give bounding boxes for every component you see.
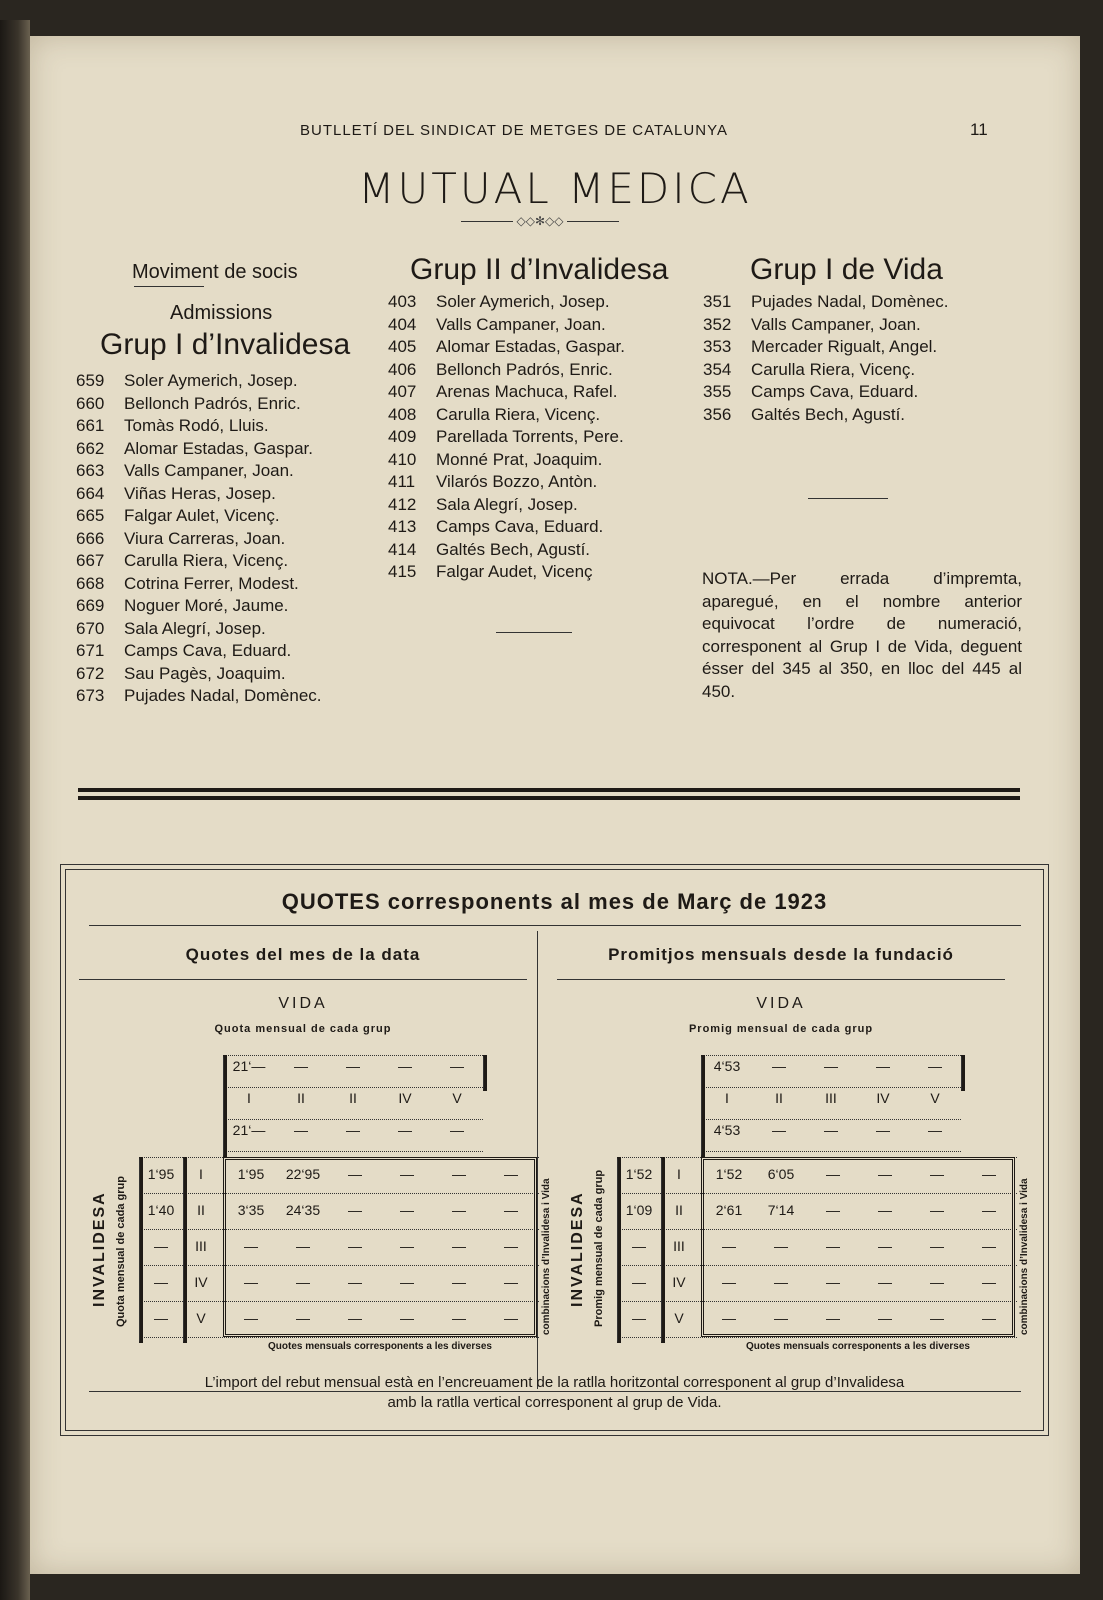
invalidesa-group: II bbox=[675, 1202, 683, 1218]
matrix-frame bbox=[701, 1157, 1015, 1337]
grid-line bbox=[617, 1337, 1017, 1338]
member-number: 665 bbox=[76, 506, 105, 525]
vida-label: VIDA bbox=[278, 995, 328, 1012]
member-entry bbox=[76, 618, 322, 641]
invalidesa-group: I bbox=[677, 1166, 681, 1182]
member-number: 414 bbox=[388, 539, 417, 559]
grid-line bbox=[961, 1055, 965, 1091]
matrix-cell: 1‘95 bbox=[237, 1166, 265, 1182]
invalidesa-value: — bbox=[154, 1238, 168, 1254]
member-name: Camps Cava, Eduard. bbox=[436, 517, 604, 536]
matrix-cell: — bbox=[930, 1166, 944, 1182]
matrix-cell: 3‘35 bbox=[237, 1202, 265, 1218]
vida-cell: IV bbox=[876, 1090, 890, 1106]
vida-sublabel: Promig mensual de cada grup bbox=[688, 1023, 874, 1035]
vida-cell: — bbox=[876, 1058, 890, 1074]
member-number: 662 bbox=[76, 438, 105, 458]
group-title-inv-2: Grup II d’Invalidesa bbox=[410, 253, 669, 286]
matrix-cell: — bbox=[296, 1274, 310, 1290]
matrix-cell: — bbox=[452, 1238, 466, 1254]
member-number: 660 bbox=[76, 393, 105, 413]
vida-cell: II bbox=[349, 1090, 357, 1106]
member-name: Mercader Rigualt, Angel. bbox=[751, 337, 938, 356]
member-number: 408 bbox=[388, 404, 417, 424]
matrix-cell: — bbox=[244, 1238, 258, 1254]
vida-cell: — bbox=[772, 1122, 786, 1138]
matrix-cell: — bbox=[400, 1202, 414, 1218]
vida-cell: I bbox=[725, 1090, 729, 1106]
matrix-cell: 6‘05 bbox=[767, 1166, 795, 1182]
member-name: Arenas Machuca, Rafel. bbox=[436, 382, 618, 401]
member-entry bbox=[388, 516, 625, 539]
member-name: Sala Alegrí, Josep. bbox=[436, 494, 578, 514]
invalidesa-value: 1‘52 bbox=[625, 1166, 653, 1182]
horizontal-rule bbox=[78, 788, 1020, 792]
member-number: 669 bbox=[76, 596, 105, 615]
horizontal-rule bbox=[78, 796, 1020, 800]
matrix-cell: — bbox=[452, 1166, 466, 1182]
matrix-cell: — bbox=[452, 1202, 466, 1218]
matrix-cell: — bbox=[982, 1274, 996, 1290]
member-name: Viura Carreras, Joan. bbox=[124, 528, 286, 548]
vida-cell: 21‘— bbox=[232, 1122, 266, 1138]
panel-subtitle: Promitjos mensuals desde la fundació bbox=[608, 945, 954, 964]
vida-cell: — bbox=[398, 1122, 412, 1138]
vida-cell: — bbox=[450, 1058, 464, 1074]
member-entry bbox=[388, 291, 625, 314]
vida-cell: — bbox=[928, 1122, 942, 1138]
matrix-cell: — bbox=[826, 1310, 840, 1326]
member-name: Carulla Riera, Vicenç. bbox=[124, 551, 289, 570]
invalidesa-value: — bbox=[154, 1274, 168, 1290]
member-number: 663 bbox=[76, 461, 105, 480]
member-name: Noguer Moré, Jaume. bbox=[124, 596, 289, 615]
matrix-cell: — bbox=[774, 1310, 788, 1326]
member-entry bbox=[388, 336, 625, 359]
member-number: 668 bbox=[76, 573, 105, 593]
matrix-cell: — bbox=[722, 1274, 736, 1290]
vida-cell: V bbox=[930, 1090, 940, 1106]
member-entry bbox=[76, 370, 322, 393]
vida-cell: — bbox=[346, 1122, 360, 1138]
matrix-cell: 1‘52 bbox=[715, 1166, 743, 1182]
member-entry bbox=[388, 539, 625, 562]
matrix-cell: — bbox=[400, 1166, 414, 1182]
matrix-cell: — bbox=[400, 1310, 414, 1326]
member-entry bbox=[703, 314, 949, 337]
matrix-cell: — bbox=[348, 1310, 362, 1326]
vida-cell: V bbox=[452, 1090, 462, 1106]
member-name: Sala Alegrí, Josep. bbox=[124, 618, 266, 638]
member-list-vida-1 bbox=[703, 291, 949, 426]
member-entry bbox=[703, 404, 949, 427]
member-number: 353 bbox=[703, 337, 732, 356]
quotes-box bbox=[60, 864, 1049, 1436]
quotes-note-line-2: amb la ratlla vertical corresponent al grup de Vida. bbox=[387, 1394, 722, 1411]
member-number: 406 bbox=[388, 359, 417, 379]
invalidesa-label: INVALIDESA bbox=[569, 1191, 586, 1307]
matrix-cell: — bbox=[452, 1274, 466, 1290]
matrix-frame bbox=[223, 1157, 537, 1337]
member-number: 412 bbox=[388, 494, 417, 514]
grid-line bbox=[701, 1055, 705, 1157]
panel-footer: Quotes mensuals corresponents a les diverses bbox=[268, 1341, 492, 1352]
nota-text: NOTA.—Per errada d’impremta, aparegué, en el nombre anterior equivocat l’ordre de numeració, corresponent al Grup I de Vida, deguent ésser del 345 al 350, en lloc del 445 al 450. bbox=[702, 569, 1022, 701]
matrix-cell: — bbox=[878, 1238, 892, 1254]
member-number: 352 bbox=[703, 314, 732, 334]
member-number: 415 bbox=[388, 562, 417, 581]
vida-cell: — bbox=[346, 1058, 360, 1074]
matrix-cell: — bbox=[774, 1238, 788, 1254]
member-entry bbox=[76, 573, 322, 596]
member-name: Galtés Bech, Agustí. bbox=[751, 404, 906, 424]
member-entry bbox=[388, 381, 625, 404]
matrix-cell: — bbox=[296, 1238, 310, 1254]
vida-cell: — bbox=[398, 1058, 412, 1074]
vida-cell: IV bbox=[398, 1090, 412, 1106]
grid-line bbox=[661, 1157, 665, 1343]
matrix-cell: — bbox=[348, 1274, 362, 1290]
member-entry bbox=[388, 494, 625, 517]
vida-label: VIDA bbox=[756, 995, 806, 1012]
member-entry bbox=[76, 550, 322, 573]
member-number: 410 bbox=[388, 449, 417, 469]
vida-cell: II bbox=[297, 1090, 305, 1106]
member-name: Carulla Riera, Vicenç. bbox=[436, 404, 601, 424]
vida-cell: 4‘53 bbox=[713, 1122, 741, 1138]
grid-line bbox=[139, 1337, 539, 1338]
matrix-cell: — bbox=[930, 1238, 944, 1254]
matrix-cell: — bbox=[296, 1310, 310, 1326]
matrix-cell: — bbox=[826, 1238, 840, 1254]
book-binding bbox=[0, 20, 30, 1600]
member-number: 355 bbox=[703, 382, 732, 401]
member-number: 673 bbox=[76, 686, 105, 705]
vida-cell: — bbox=[772, 1058, 786, 1074]
vida-cell: — bbox=[824, 1058, 838, 1074]
matrix-cell: — bbox=[244, 1274, 258, 1290]
quotes-title: QUOTES corresponents al mes de Març de 1923 bbox=[281, 889, 828, 914]
member-entry bbox=[76, 640, 322, 663]
member-number: 351 bbox=[703, 292, 732, 311]
member-name: Monné Prat, Joaquim. bbox=[436, 449, 603, 469]
member-entry bbox=[388, 471, 625, 494]
grid-line bbox=[701, 1055, 961, 1056]
invalidesa-value: 1‘40 bbox=[147, 1202, 175, 1218]
member-name: Valls Campaner, Joan. bbox=[436, 314, 606, 334]
invalidesa-value: — bbox=[154, 1310, 168, 1326]
matrix-cell: — bbox=[348, 1202, 362, 1218]
matrix-cell: — bbox=[826, 1274, 840, 1290]
grid-line bbox=[223, 1151, 483, 1152]
member-name: Alomar Estadas, Gaspar. bbox=[124, 438, 313, 458]
member-number: 659 bbox=[76, 371, 105, 390]
matrix-cell: — bbox=[826, 1166, 840, 1182]
member-entry bbox=[703, 359, 949, 382]
invalidesa-label: INVALIDESA bbox=[91, 1191, 108, 1307]
running-title: BUTLLETÍ DEL SINDICAT DE METGES DE CATALUNYA bbox=[300, 122, 728, 139]
quotes-note bbox=[61, 1373, 1048, 1413]
member-entry bbox=[76, 483, 322, 506]
vida-cell: — bbox=[928, 1058, 942, 1074]
vida-cell: II bbox=[775, 1090, 783, 1106]
matrix-cell: — bbox=[504, 1166, 518, 1182]
divider bbox=[496, 632, 572, 633]
page-number: 11 bbox=[970, 120, 988, 139]
member-number: 670 bbox=[76, 618, 105, 638]
title-ornament: ◇◇✻◇◇ bbox=[450, 214, 630, 228]
vida-cell: III bbox=[825, 1090, 837, 1106]
matrix-cell: — bbox=[878, 1274, 892, 1290]
member-name: Vilarós Bozzo, Antòn. bbox=[436, 472, 598, 491]
member-entry bbox=[703, 381, 949, 404]
matrix-cell: — bbox=[400, 1238, 414, 1254]
matrix-cell: — bbox=[930, 1310, 944, 1326]
matrix-cell: — bbox=[504, 1238, 518, 1254]
matrix-cell: — bbox=[400, 1274, 414, 1290]
member-name: Soler Aymerich, Josep. bbox=[436, 292, 610, 311]
member-name: Camps Cava, Eduard. bbox=[751, 382, 919, 401]
invalidesa-value: — bbox=[632, 1274, 646, 1290]
matrix-cell: — bbox=[348, 1166, 362, 1182]
matrix-cell: 7‘14 bbox=[767, 1202, 795, 1218]
quotes-note-line-1: L’import del rebut mensual està en l’encreuament de la ratlla horitzontal corresponent al grup d’Invalidesa bbox=[204, 1374, 905, 1391]
member-number: 407 bbox=[388, 382, 417, 401]
member-name: Galtés Bech, Agustí. bbox=[436, 539, 591, 559]
matrix-cell: — bbox=[982, 1238, 996, 1254]
invalidesa-group: II bbox=[197, 1202, 205, 1218]
invalidesa-group: III bbox=[673, 1238, 685, 1254]
invalidesa-group: IV bbox=[194, 1274, 208, 1290]
matrix-cell: — bbox=[878, 1202, 892, 1218]
grid-line bbox=[223, 1087, 483, 1088]
matrix-cell: — bbox=[244, 1310, 258, 1326]
matrix-cell: — bbox=[878, 1166, 892, 1182]
document-page bbox=[30, 36, 1080, 1574]
grid-line bbox=[183, 1157, 187, 1343]
invalidesa-group: IV bbox=[672, 1274, 686, 1290]
member-entry bbox=[388, 359, 625, 382]
member-number: 354 bbox=[703, 359, 732, 379]
member-number: 404 bbox=[388, 314, 417, 334]
member-number: 356 bbox=[703, 404, 732, 424]
column-divider bbox=[537, 931, 538, 1389]
member-entry bbox=[388, 561, 625, 584]
panel-rule bbox=[79, 979, 527, 980]
member-entry bbox=[76, 393, 322, 416]
group-title-inv-1: Grup I d’Invalidesa bbox=[100, 328, 351, 361]
invalidesa-sublabel: Quota mensual de cada grup bbox=[115, 1176, 127, 1327]
member-name: Valls Campaner, Joan. bbox=[124, 461, 294, 480]
member-number: 661 bbox=[76, 416, 105, 435]
member-number: 411 bbox=[388, 472, 416, 491]
matrix-cell: — bbox=[982, 1166, 996, 1182]
section-heading: Moviment de socis bbox=[132, 261, 298, 283]
member-name: Pujades Nadal, Domènec. bbox=[751, 292, 949, 311]
member-list-inv-1 bbox=[76, 370, 322, 708]
invalidesa-group: III bbox=[195, 1238, 207, 1254]
member-name: Cotrina Ferrer, Modest. bbox=[124, 573, 299, 593]
matrix-cell: — bbox=[452, 1310, 466, 1326]
member-number: 667 bbox=[76, 551, 105, 570]
matrix-cell: — bbox=[982, 1310, 996, 1326]
member-number: 409 bbox=[388, 427, 417, 446]
panel-rule bbox=[557, 979, 1005, 980]
vida-cell: 21‘— bbox=[232, 1058, 266, 1074]
invalidesa-value: 1‘95 bbox=[147, 1166, 175, 1182]
invalidesa-value: — bbox=[632, 1310, 646, 1326]
matrix-cell: — bbox=[982, 1202, 996, 1218]
invalidesa-group: V bbox=[196, 1310, 206, 1326]
member-name: Camps Cava, Eduard. bbox=[124, 641, 292, 660]
member-name: Parellada Torrents, Pere. bbox=[436, 427, 624, 446]
vida-cell: — bbox=[824, 1122, 838, 1138]
invalidesa-value: — bbox=[632, 1238, 646, 1254]
member-entry bbox=[76, 528, 322, 551]
vida-cell: — bbox=[450, 1122, 464, 1138]
member-entry bbox=[388, 404, 625, 427]
member-entry bbox=[388, 449, 625, 472]
member-number: 672 bbox=[76, 663, 105, 683]
grid-line bbox=[223, 1055, 483, 1056]
invalidesa-group: V bbox=[674, 1310, 684, 1326]
member-name: Bellonch Padrós, Enric. bbox=[436, 359, 613, 379]
member-name: Tomàs Rodó, Lluis. bbox=[124, 416, 269, 435]
member-name: Viñas Heras, Josep. bbox=[124, 483, 276, 503]
matrix-cell: — bbox=[722, 1310, 736, 1326]
member-number: 405 bbox=[388, 337, 417, 356]
vida-cell: 4‘53 bbox=[713, 1058, 741, 1074]
page-title: MUTUAL MEDICA bbox=[358, 164, 752, 213]
member-entry bbox=[76, 685, 322, 708]
vida-sublabel: Quota mensual de cada grup bbox=[214, 1023, 392, 1035]
member-number: 403 bbox=[388, 292, 417, 311]
matrix-cell: — bbox=[930, 1202, 944, 1218]
member-entry bbox=[76, 663, 322, 686]
matrix-cell: 22‘95 bbox=[285, 1166, 321, 1182]
member-entry bbox=[76, 415, 322, 438]
divider bbox=[808, 498, 888, 499]
group-title-vida-1: Grup I de Vida bbox=[750, 253, 943, 286]
vida-cell: — bbox=[876, 1122, 890, 1138]
invalidesa-group: I bbox=[199, 1166, 203, 1182]
vida-cell: — bbox=[294, 1058, 308, 1074]
matrix-cell: 2‘61 bbox=[715, 1202, 743, 1218]
member-name: Falgar Audet, Vicenç bbox=[436, 562, 593, 581]
matrix-cell: 24‘35 bbox=[285, 1202, 321, 1218]
grid-line bbox=[139, 1157, 143, 1343]
vida-cell: I bbox=[247, 1090, 251, 1106]
matrix-cell: — bbox=[826, 1202, 840, 1218]
member-entry bbox=[76, 505, 322, 528]
member-entry bbox=[76, 595, 322, 618]
combinations-label: combinacions d’Invalidesa i Vida bbox=[541, 1178, 552, 1335]
member-entry bbox=[388, 426, 625, 449]
invalidesa-value: 1‘09 bbox=[625, 1202, 653, 1218]
member-name: Falgar Aulet, Vicenç. bbox=[124, 506, 280, 525]
panel-footer: Quotes mensuals corresponents a les diverses bbox=[746, 1341, 970, 1352]
member-name: Valls Campaner, Joan. bbox=[751, 314, 921, 334]
grid-line bbox=[701, 1087, 961, 1088]
matrix-cell: — bbox=[504, 1202, 518, 1218]
vida-cell: — bbox=[294, 1122, 308, 1138]
panel-subtitle: Quotes del mes de la data bbox=[185, 945, 421, 964]
member-entry bbox=[703, 291, 949, 314]
member-entry bbox=[76, 460, 322, 483]
grid-line bbox=[701, 1119, 961, 1120]
matrix-cell: — bbox=[878, 1310, 892, 1326]
member-number: 671 bbox=[76, 641, 105, 660]
member-entry bbox=[388, 314, 625, 337]
matrix-cell: — bbox=[722, 1238, 736, 1254]
matrix-cell: — bbox=[930, 1274, 944, 1290]
member-name: Carulla Riera, Vicenç. bbox=[751, 359, 916, 379]
grid-line bbox=[223, 1055, 227, 1157]
matrix-cell: — bbox=[348, 1238, 362, 1254]
grid-line bbox=[617, 1157, 621, 1343]
member-name: Sau Pagès, Joaquim. bbox=[124, 663, 286, 683]
member-list-inv-2 bbox=[388, 291, 625, 584]
member-number: 666 bbox=[76, 528, 105, 548]
matrix-cell: — bbox=[504, 1310, 518, 1326]
grid-line bbox=[701, 1151, 961, 1152]
member-name: Soler Aymerich, Josep. bbox=[124, 371, 298, 390]
matrix-cell: — bbox=[504, 1274, 518, 1290]
member-name: Alomar Estadas, Gaspar. bbox=[436, 337, 625, 356]
member-entry bbox=[703, 336, 949, 359]
member-name: Bellonch Padrós, Enric. bbox=[124, 393, 301, 413]
member-name: Pujades Nadal, Domènec. bbox=[124, 686, 322, 705]
grid-line bbox=[483, 1055, 487, 1091]
invalidesa-sublabel: Promig mensual de cada grup bbox=[593, 1169, 605, 1327]
heading-underline bbox=[134, 286, 204, 287]
grid-line bbox=[223, 1119, 483, 1120]
matrix-cell: — bbox=[774, 1274, 788, 1290]
combinations-label: combinacions d’Invalidesa i Vida bbox=[1019, 1178, 1030, 1335]
member-number: 664 bbox=[76, 483, 105, 503]
member-number: 413 bbox=[388, 517, 417, 536]
subsection-heading: Admissions bbox=[170, 302, 273, 324]
member-entry bbox=[76, 438, 322, 461]
